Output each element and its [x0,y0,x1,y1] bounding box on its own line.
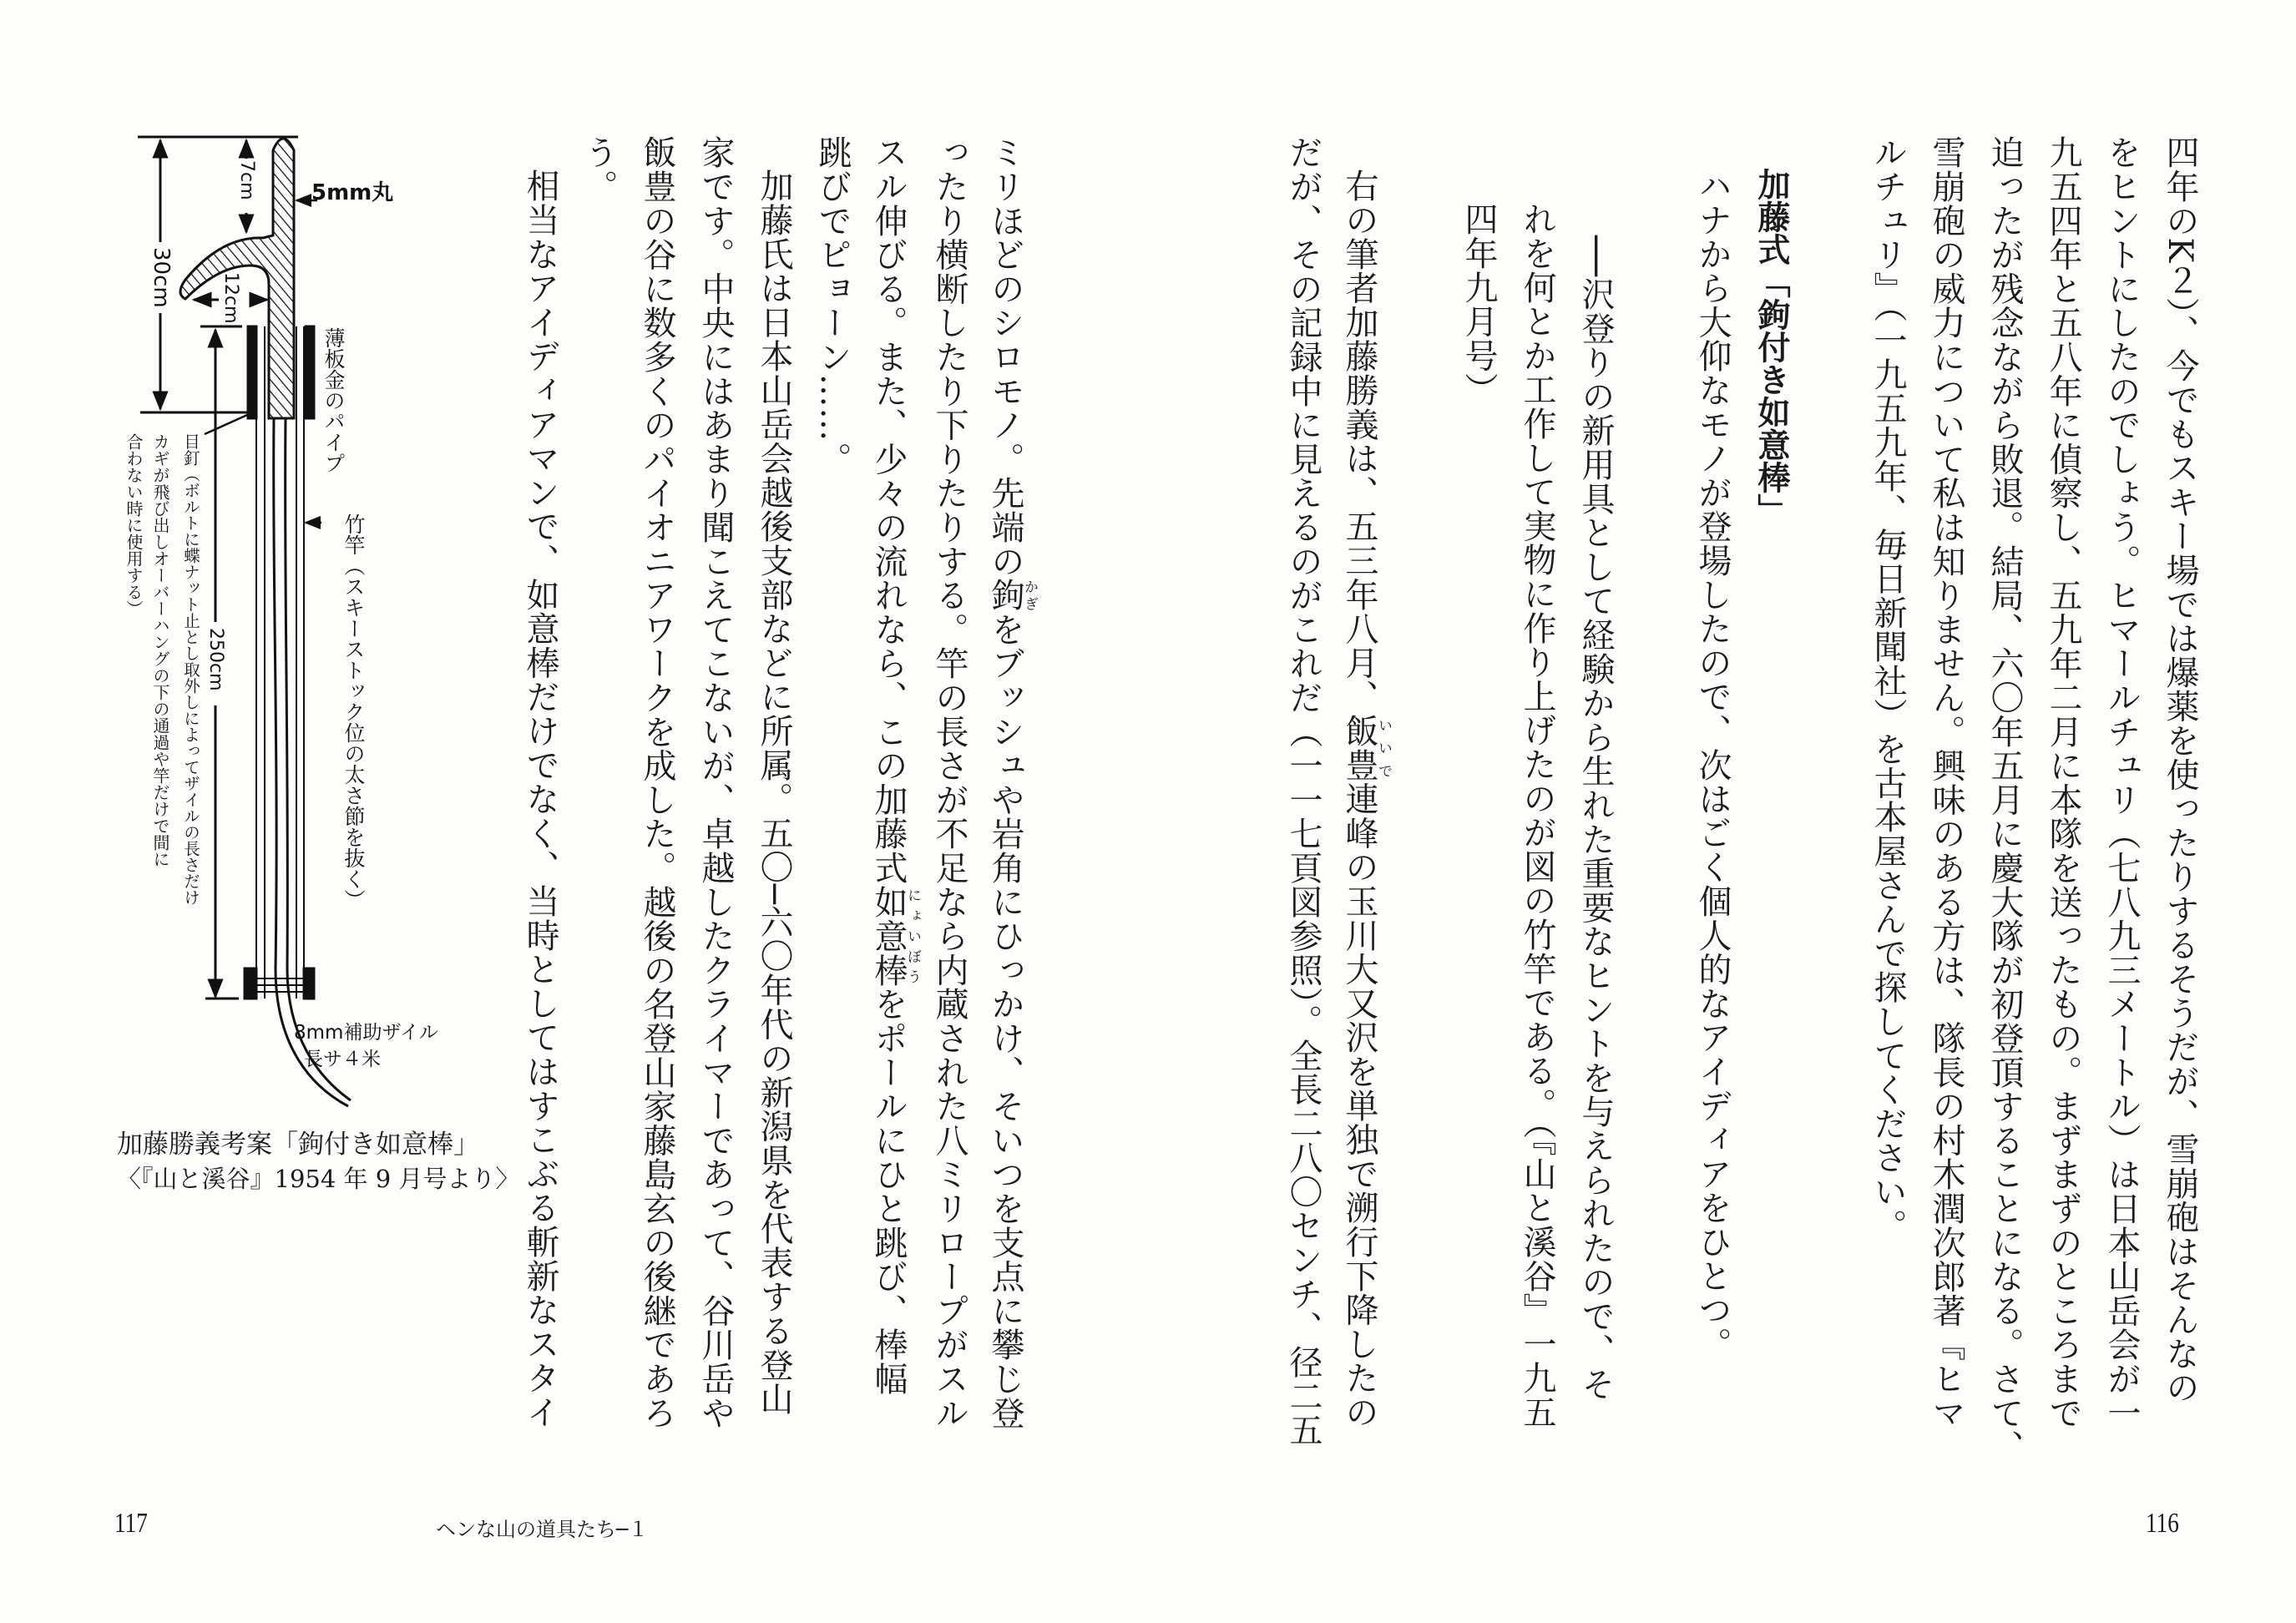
text-segment: 加藤氏は日本山岳会越後支部などに所属。五〇─六〇年代の新潟県を代表する登山 [755,169,793,1416]
text-segment: 雪崩砲の威力について私は知りません。興味のある方は、隊長の村木潤次郎著『ヒマ [1927,135,1965,1430]
ruby-reading: にょいぼう [904,884,921,988]
text-segment: 飯豊の谷に数多くのパイオニアワークを成した。越後の名登山家藤島玄の後継であろ [638,135,676,1430]
pole-label: 竹竿（スキーストック位の太さ節を抜く） [341,513,366,910]
text-segment: ──沢登りの新用具として経験から生れた重要なヒントを与えられたので、そ [1576,235,1615,1402]
text-column [745,135,803,1438]
blank-line [1625,135,1683,1438]
text-column [1333,135,1391,1438]
text-column [2034,135,2092,1438]
text-column [1566,135,1625,1438]
caption-title: 加藤勝義考案「鉤付き如意棒」 [117,1130,479,1160]
text-segment: ったり横断したり下りたりする。竿の長さが不足なら内蔵された八ミリロープがスル [930,135,968,1430]
blank-line [1391,135,1449,1438]
hook-length-label: 7cm [236,160,257,200]
right-page-body [1274,135,2209,1464]
text-segment: だが、その記録中に見えるのがこれだ（一一七頁図参照）。全長二八〇センチ、径二五 [1284,135,1322,1448]
text-column [862,135,920,1438]
pole-length-label: 250cm [205,628,226,691]
text-segment: をポールにひと跳び、棒幅 [869,987,908,1396]
text-column [1449,135,1508,1438]
hook-width-label: 12cm [220,272,241,324]
text-column [2092,135,2151,1438]
text-segment: 家です。中央にはあまり聞こえてこないが、卓越したクライマーであって、谷川岳や [696,135,735,1430]
text-column [920,135,979,1438]
text-segment: 四年九月号） [1459,202,1498,407]
page-number-right: 116 [2146,1508,2179,1539]
caption-source: 〈『山と溪谷』1954 年 9 月号より〉 [117,1165,520,1193]
pin-label-1: 目釘（ボルトに蝶ナット止とし取外しによってザイルの長さだけ [181,433,200,906]
text-segment: 四年のK２）、今でもスキー場では爆薬を使ったりするそうだが、雪崩砲はそんなの [2161,135,2199,1405]
text-segment: 連峰の玉川大又沢を単独で溯行下降したの [1340,781,1378,1429]
text-segment: 跳びでピョーン……。 [813,135,852,476]
text-segment: 迫ったが残念ながら敗退。結局、六〇年五月に慶大隊が初登頂することになる。さて、 [1985,135,2024,1464]
text-segment: ハナから大仰なモノが登場したので、次はごく個人的なアイディアをひとつ。 [1693,169,1732,1361]
text-column [1508,135,1566,1438]
text-segment: 九五四年と五八年に偵察し、五九年二月に本隊を送ったもの。まずまずのところまで [2044,135,2082,1430]
text-column [2151,135,2209,1438]
text-column [1859,135,1917,1438]
left-page-body [511,135,1037,1438]
running-title: ヘンな山の道具たち─１ [436,1518,649,1541]
text-column [1917,135,1975,1438]
text-column [1975,135,2034,1464]
section-heading [1742,135,1800,1438]
pipe-label: 薄板金のパイプ [321,327,346,473]
blank-line [1800,135,1859,1438]
text-column [569,135,628,1438]
text-column [1274,135,1333,1448]
text-column [628,135,686,1438]
text-column [511,135,569,1438]
text-column [803,135,862,1438]
text-column [1683,135,1742,1438]
text-column [979,135,1037,1438]
tip-label: 5mm丸 [311,180,394,205]
ruby-word: 如意棒にょいぼう [869,884,921,988]
text-segment: スル伸びる。また、少々の流れなら、この加藤式 [869,135,908,885]
text-segment: 相当なアイディアマンで、如意棒だけでなく、当時としてはすこぶる斬新なスタイ [521,169,559,1429]
text-segment: う。 [579,135,618,204]
text-segment: ルチュリ』（一九五九年、毎日新聞社）を古本屋さんで探してください。 [1869,135,1907,1243]
rope-label-2: 長サ４米 [304,1049,381,1070]
text-segment: をヒントにしたのでしょう。ヒマールチュリ（七八九三メートル）は日本山岳会が一 [2102,135,2141,1430]
text-segment: れを何とか工作して実物に作り上げたのが図の竹竿である。（『山と溪谷』一九五 [1518,202,1556,1429]
text-segment: 右の筆者加藤勝義は、五三年八月、 [1340,169,1378,714]
rope-label-1: 8mm補助ザイル [294,1022,438,1044]
figure-caption [117,1127,519,1196]
text-segment: 加藤式「鉤付き如意棒」 [1752,168,1790,526]
pin-label-2: カギが飛び出しオーバーハングの下の通過や竿だけで間に [150,433,170,867]
head-length-label: 30cm [149,247,174,308]
page-number-left: 117 [114,1508,148,1539]
ruby-reading: かぎ [1021,578,1038,613]
text-segment: ミリほどのシロモノ。先端の [986,135,1024,579]
text-column [686,135,745,1438]
ruby-reading: いいで [1375,713,1392,782]
text-segment: をブッシュや岩角にひっかけ、そいつを支点に攀じ登 [986,612,1024,1430]
hook-pole-diagram [0,0,501,1169]
pin-label-3: 合わない時に使用する） [124,433,144,617]
ruby-word: 飯豊いいで [1340,713,1392,782]
ruby-word: 鉤かぎ [986,578,1038,613]
